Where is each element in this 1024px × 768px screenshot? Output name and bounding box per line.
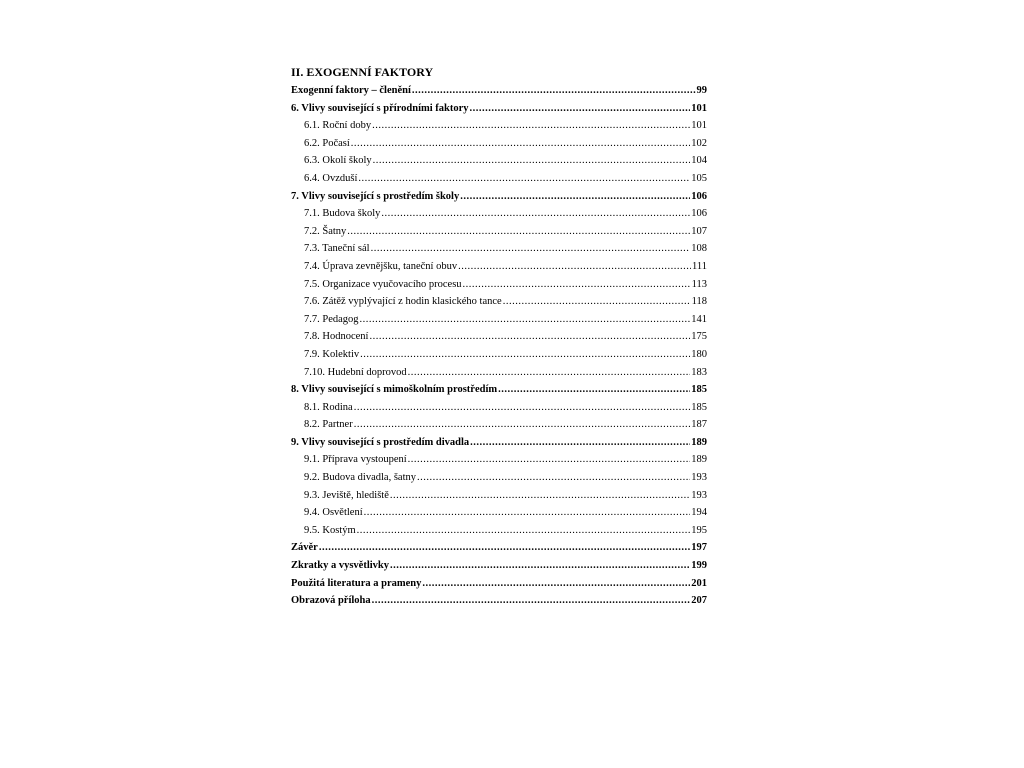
toc-leader-dots — [408, 364, 691, 382]
toc-entry-label: 9. Vlivy související s prostředím divadla — [291, 436, 470, 448]
toc-chapter-entry — [291, 82, 707, 100]
toc-leader-dots — [357, 522, 691, 540]
toc-subchapter-entry — [291, 522, 707, 540]
toc-subchapter-entry — [291, 293, 707, 311]
toc-leader-dots — [503, 293, 691, 311]
toc-leader-dots — [358, 170, 690, 188]
toc-subchapter-entry — [291, 223, 707, 241]
toc-leader-dots — [498, 381, 690, 399]
toc-page-number: 199 — [691, 560, 707, 572]
toc-leader-dots — [412, 82, 696, 100]
table-of-contents — [291, 64, 707, 610]
toc-entry-label: 9.3. Jeviště, hlediště — [304, 489, 389, 501]
toc-page-number: 108 — [691, 243, 707, 255]
toc-subchapter-entry — [291, 504, 707, 522]
toc-leader-dots — [354, 416, 691, 434]
toc-leader-dots — [354, 399, 691, 417]
toc-entry-label: 7.9. Kolektiv — [304, 348, 360, 360]
toc-leader-dots — [347, 223, 690, 241]
toc-subchapter-entry — [291, 258, 707, 276]
toc-chapter-entry — [291, 381, 707, 399]
toc-leader-dots — [470, 434, 690, 452]
toc-subchapter-entry — [291, 170, 707, 188]
toc-leader-dots — [360, 346, 690, 364]
toc-entry-label: 7.6. Zátěž vyplývající z hodin klasického tance — [304, 296, 502, 308]
toc-leader-dots — [381, 205, 690, 223]
toc-page-number: 193 — [691, 489, 707, 501]
toc-leader-dots — [390, 557, 690, 575]
toc-chapter-entry — [291, 188, 707, 206]
toc-leader-dots — [422, 575, 690, 593]
toc-leader-dots — [373, 152, 691, 170]
toc-entry-label: 9.5. Kostým — [304, 524, 356, 536]
toc-entry-label: 8.1. Rodina — [304, 401, 353, 413]
toc-entry-label: 6.3. Okolí školy — [304, 155, 372, 167]
toc-entry-label: Obrazová příloha — [291, 595, 371, 607]
toc-list — [291, 82, 707, 610]
toc-page-number: 185 — [691, 401, 707, 413]
toc-page-number: 102 — [691, 137, 707, 149]
toc-subchapter-entry — [291, 240, 707, 258]
toc-leader-dots — [463, 276, 691, 294]
toc-entry-label: Použitá literatura a prameny — [291, 577, 422, 589]
toc-page-number: 194 — [691, 507, 707, 519]
section-title: II. EXOGENNÍ FAKTORY — [291, 65, 434, 79]
toc-page-number: 207 — [691, 595, 707, 607]
toc-chapter-entry — [291, 100, 707, 118]
toc-subchapter-entry — [291, 346, 707, 364]
toc-entry-label: 8.2. Partner — [304, 419, 353, 431]
toc-leader-dots — [364, 504, 691, 522]
toc-page-number: 99 — [696, 85, 707, 96]
toc-page-number: 105 — [691, 172, 707, 184]
toc-page-number: 107 — [691, 225, 707, 237]
toc-subchapter-entry — [291, 276, 707, 294]
toc-leader-dots — [372, 117, 690, 135]
toc-subchapter-entry — [291, 469, 707, 487]
toc-page-number: 183 — [691, 366, 707, 378]
toc-leader-dots — [371, 240, 691, 258]
toc-entry-label: 7.10. Hudební doprovod — [304, 366, 407, 378]
toc-page-number: 113 — [691, 278, 707, 290]
toc-entry-label: 6.2. Počasí — [304, 137, 350, 149]
toc-subchapter-entry — [291, 487, 707, 505]
toc-subchapter-entry — [291, 311, 707, 329]
toc-page-number: 118 — [691, 296, 707, 308]
toc-entry-label: 7.2. Šatny — [304, 225, 347, 237]
toc-entry-label: 8. Vlivy související s mimoškolním prostředím — [291, 384, 498, 396]
toc-leader-dots — [417, 469, 690, 487]
toc-entry-label: 7. Vlivy související s prostředím školy — [291, 190, 460, 202]
toc-entry-label: Závěr — [291, 542, 318, 554]
toc-page-number: 180 — [691, 348, 707, 360]
toc-leader-dots — [369, 328, 690, 346]
toc-page-number: 141 — [691, 313, 707, 325]
toc-entry-label: 7.4. Úprava zevnějšku, taneční obuv — [304, 260, 458, 272]
toc-page-number: 101 — [691, 120, 707, 132]
toc-leader-dots — [319, 539, 690, 557]
toc-page-number: 106 — [691, 190, 707, 202]
toc-page-number: 187 — [691, 419, 707, 431]
toc-subchapter-entry — [291, 205, 707, 223]
toc-leader-dots — [390, 487, 690, 505]
toc-page-number: 201 — [691, 577, 707, 589]
toc-leader-dots — [408, 451, 691, 469]
toc-subchapter-entry — [291, 399, 707, 417]
toc-entry-label: 6.4. Ovzduší — [304, 172, 358, 184]
toc-subchapter-entry — [291, 117, 707, 135]
toc-page-number: 185 — [691, 384, 707, 396]
toc-page-number: 189 — [691, 436, 707, 448]
toc-page-number: 197 — [691, 542, 707, 554]
toc-page-number: 193 — [691, 472, 707, 484]
toc-page-number: 195 — [691, 524, 707, 536]
toc-entry-label: Exogenní faktory – členění — [291, 85, 411, 96]
toc-leader-dots — [460, 188, 690, 206]
toc-chapter-entry — [291, 557, 707, 575]
toc-subchapter-entry — [291, 328, 707, 346]
toc-subchapter-entry — [291, 135, 707, 153]
toc-entry-label: 9.2. Budova divadla, šatny — [304, 472, 416, 484]
toc-chapter-entry — [291, 592, 707, 610]
toc-entry-label: 7.5. Organizace vyučovacího procesu — [304, 278, 462, 290]
toc-entry-label: 7.3. Taneční sál — [304, 243, 370, 255]
toc-leader-dots — [351, 135, 690, 153]
toc-subchapter-entry — [291, 451, 707, 469]
toc-entry-label: 6.1. Roční doby — [304, 120, 372, 132]
toc-entry-label: 9.4. Osvětlení — [304, 507, 363, 519]
toc-subchapter-entry — [291, 364, 707, 382]
toc-subchapter-entry — [291, 152, 707, 170]
toc-page-number: 104 — [691, 155, 707, 167]
toc-page-number: 175 — [691, 331, 707, 343]
toc-entry-label: 6. Vlivy související s přírodními faktory — [291, 102, 469, 114]
toc-entry-label: 7.8. Hodnocení — [304, 331, 369, 343]
toc-leader-dots — [372, 592, 691, 610]
toc-page-number: 189 — [691, 454, 707, 466]
toc-entry-label: Zkratky a vysvětlivky — [291, 560, 390, 572]
toc-chapter-entry — [291, 575, 707, 593]
toc-page-number: 101 — [691, 102, 707, 114]
toc-entry-label: 7.7. Pedagog — [304, 313, 359, 325]
toc-entry-label: 7.1. Budova školy — [304, 208, 381, 220]
toc-page-number: 106 — [691, 208, 707, 220]
toc-leader-dots — [458, 258, 691, 276]
toc-chapter-entry — [291, 434, 707, 452]
toc-leader-dots — [470, 100, 691, 118]
toc-chapter-entry — [291, 539, 707, 557]
toc-entry-label: 9.1. Příprava vystoupení — [304, 454, 407, 466]
toc-page-number: 111 — [692, 260, 707, 272]
toc-leader-dots — [360, 311, 691, 329]
toc-subchapter-entry — [291, 416, 707, 434]
